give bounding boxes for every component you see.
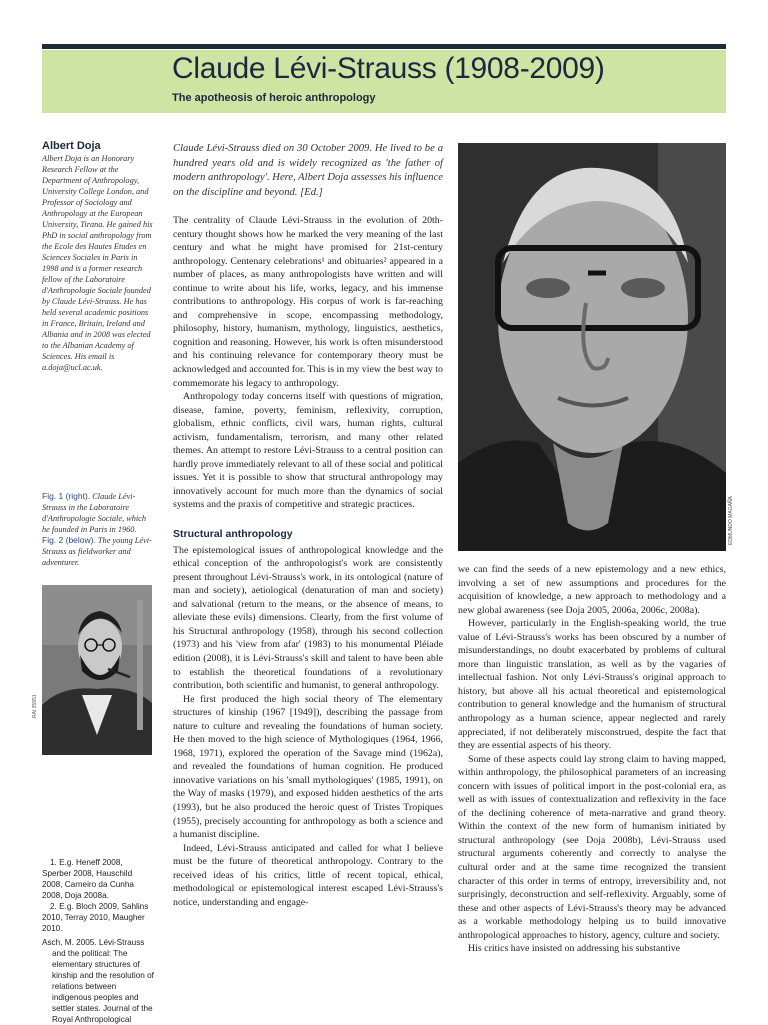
paragraph-1: The centrality of Claude Lévi-Strauss in the evolution of 20th-century thought shows how he marked the very meaning of the last century and what he might have promised for 21st-century anthropology. Centenary celebrations¹ and obituaries² appeared in a number of places, as many anthropologists have written and will continue to write about his life, works, legacy, and his immense contributions to anthropology. His corpus of work is far-reaching and comprehensive in scope, encompassing methodology, philosophy, history, humanism, mythology, linguistics, aesthetics, cognition and reasoning. However, his work is often misunderstood and his continuing relevance for contemporary theory must be acknowledged and accounted for. This is in my view the best way to commemorate his legacy to anthropology. bbox=[173, 215, 443, 389]
fig2-caption-text: The young Lévi-Strauss as fieldworker and adventurer. bbox=[42, 536, 152, 567]
reference-1-rest: and the political: The elementary structures of kinship and the resolution of relations between indigenous peoples and settler states. Journal of the Royal Anthropological bbox=[52, 949, 154, 1024]
article-subtitle: The apotheosis of heroic anthropology bbox=[172, 92, 376, 104]
fig2-credit: RAI 35951 bbox=[32, 694, 38, 718]
fig1-label: Fig. 1 (right). bbox=[42, 491, 91, 501]
title-band bbox=[42, 50, 726, 113]
figure-captions bbox=[42, 491, 154, 568]
paragraph-8: Some of these aspects could lay strong claim to having mapped, within anthropology, the philosophical parameters of an increasing concern with issues of political import in the post-colonial era, as well as with issues of contextualization and reflexivity in the face of the declining coherence of meta-narrative and grand theory. Within the context of the new form of humanism initiated by structural anthropology (see Doja 2008b), Lévi-Strauss used structural arguments coherently and correctly to analyse the cultural order and at the same time recognized the transient character of this order in terms of entropy, irreversibility and, not surprisingly, deconstruction and self-reflexivity. Arguably, some of these and other aspects of Lévi-Strauss's theory may be advanced as a workable methodology helping us to build innovative anthropological approaches to history, agency, culture and society. bbox=[458, 753, 726, 941]
photo-young-levi-strauss bbox=[42, 585, 152, 755]
footnotes bbox=[42, 857, 154, 934]
reference-1-lead: Asch, M. 2005. Lévi-Strauss bbox=[42, 938, 145, 947]
author-bio: Albert Doja is an Honorary Research Fellow at the Department of Anthropology, University College London, and Professor of Sociology and Anthropology at the European University, Tirana. He gained his PhD in social anthropology from the Ecole des Hautes Etudes en Sciences Sociales in Paris in 1998 and is a former research fellow of the Laboratoire d'Anthropologie Sociale founded by Claude Lévi-Strauss. He has held several academic positions in France, Britain, Ireland and Albania and in 2008 was elected to the Albanian Academy of Sciences. His email is a.doja@ucl.ac.uk. bbox=[42, 154, 153, 372]
paragraph-9: His critics have insisted on addressing his substantive bbox=[468, 943, 681, 955]
photo-portrait-illustration bbox=[458, 143, 726, 551]
article-lead: Claude Lévi-Strauss died on 30 October 2009. He lived to be a hundred years old and is widely recognized as 'the father of modern anthropology'. Here, Albert Doja assesses his influence on the discipline and beyond. [Ed.] bbox=[173, 143, 443, 198]
photo-levi-strauss-portrait bbox=[458, 143, 726, 551]
article-column-right bbox=[458, 563, 726, 956]
paragraph-7: However, particularly in the English-speaking world, the true value of Lévi-Strauss's works has been obscured by a number of misunderstandings, no doubt exacerbated by problems of cultural more than linguistic translation, as well as by the vagaries of intellectual fashion. Not only Lévi-Strauss's original approach to history, but above all his actual theoretical and epistemological contribution to general knowledge and the humanism of structural anthropology as a human science, appear neglected and rarely appreciated, if not deliberately misconstrued, despite the fact that they are essential aspects of his theory. bbox=[458, 618, 726, 752]
references bbox=[42, 937, 154, 1025]
author-sidebar bbox=[42, 140, 154, 373]
article-title: Claude Lévi-Strauss (1908-2009) bbox=[172, 52, 605, 85]
fig1-caption bbox=[42, 491, 154, 535]
paragraph-6: we can find the seeds of a new epistemology and a new ethics, involving a set of new assumptions and procedures for the acquisition of knowledge, a new approach to methodology and a new global awareness (see Doja 2005, 2006a, 2006c, 2008a). bbox=[458, 564, 726, 616]
top-rule bbox=[42, 44, 726, 49]
article-column-middle bbox=[173, 214, 443, 909]
footnote-1: 1. E.g. Heneff 2008, Sperber 2008, Hauschild 2008, Carneiro da Cunha 2008, Doja 2008a. bbox=[42, 858, 134, 900]
fig2-label: Fig. 2 (below). bbox=[42, 535, 96, 545]
footnote-2: 2. E.g. Bloch 2009, Sahlins 2010, Terray 2010, Maugher 2010. bbox=[42, 902, 149, 933]
paragraph-4: He first produced the high social theory of The elementary structures of kinship (1967 [1949]), describing the passage from nature to culture and revealing the foundations of human society. He then moved to the high science of Mythologiques (1964, 1966, 1968, 1971), explored the operation of the Savage mind (1962a), and revealed the foundations of human cognition. He produced innovative variations on his 'small mythologiques' (1985, 1991), on the Way of masks (1979), and exposed hidden aesthetics of the arts (1993), but he also produced the heroic quest of Tristes Tropiques (1955), precisely accounting for anthropology as both a science and a humanist discipline. bbox=[173, 693, 443, 841]
paragraph-3: The epistemological issues of anthropological knowledge and the ethical conception of the anthropologist's work are consistently present throughout Lévi-Strauss's work, in its ontological (nature of man and society), aetiological (denaturation of man and society) and salvational (return to the means, or the absence of means, to alleviate these evils) dimensions. Clearly, from the first volume of his Structural anthropology (1958), through his second collection (1973) and his 'view from afar' (1983) to his monumental Pléiade edition (2008), it is Lévi-Strauss's skill and talent to have been able to establish the theoretical foundations of a revolutionary contribution, both scientific and humanist, to general anthropology. bbox=[173, 544, 443, 692]
fig1-credit: EDMUNDO MAGAÑA bbox=[728, 496, 734, 545]
section-heading-structural-anthropology: Structural anthropology bbox=[173, 528, 293, 541]
photo-young-portrait-illustration bbox=[42, 585, 152, 755]
paragraph-2: Anthropology today concerns itself with questions of migration, disease, famine, poverty, feminism, reflexivity, corruption, globalism, ethnic conflicts, civil wars, human rights, cultural activism, fundamentalism, terrorism, and many other related themes. An attempt to restore Lévi-Strauss to a central position can hardly prove immediately relevant to all of these social and political issues. Yet it is possible to show that structural anthropology may innovatively account for much more than the dynamics of social systems and the praxis of competitive and strategic practices. bbox=[173, 391, 443, 511]
author-name: Albert Doja bbox=[42, 140, 101, 152]
fig2-caption bbox=[42, 535, 154, 568]
fig1-caption-text: Claude Lévi-Strauss in the Laboratoire d'Anthropologie Sociale, which he founded in Paris in 1960. bbox=[42, 492, 147, 534]
paragraph-5: Indeed, Lévi-Strauss anticipated and called for what I believe must be the future of theoretical anthropology. Contrary to the received ideas of his critics, little of recent topical, ethical, methodological or epistemological interest escaped Lévi-Strauss's notice, understanding and engage- bbox=[173, 842, 443, 908]
